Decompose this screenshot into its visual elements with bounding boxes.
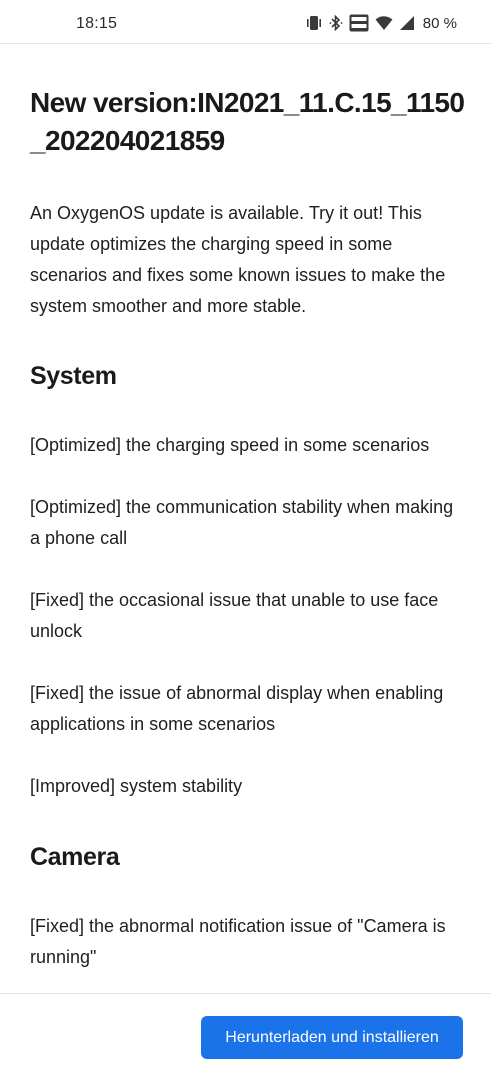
list-item: [Fixed] the abnormal notification issue of "Camera is running"	[30, 916, 446, 967]
bluetooth-icon	[329, 13, 343, 33]
list-item: [Improved] system stability	[30, 776, 243, 796]
vowifi-icon	[349, 13, 369, 33]
bottom-action-bar	[0, 993, 491, 1080]
list-item: [Fixed] the occasional issue that unable to use face unlock	[30, 590, 439, 641]
update-intro: An OxygenOS update is available. Try it out! This update optimizes the charging speed in some scenarios and fixes some known issues to make the system smoother and more stable.	[30, 203, 446, 316]
wifi-icon	[375, 13, 393, 33]
download-install-button[interactable]: Herunterladen und installieren	[201, 1016, 463, 1059]
vibrate-icon	[305, 13, 323, 33]
release-notes	[30, 84, 465, 973]
status-icons	[305, 13, 457, 33]
status-time: 18:15	[76, 15, 118, 32]
list-item: [Optimized] the charging speed in some scenarios	[30, 435, 430, 455]
version-title: New version:IN2021_11.C.15_1150_202204021859	[30, 87, 465, 156]
list-item: [Fixed] the issue of abnormal display when enabling applications in some scenarios	[30, 683, 444, 734]
list-item: [Optimized] the communication stability when making a phone call	[30, 497, 454, 548]
status-bar	[0, 0, 491, 44]
battery-percentage: 80 %	[422, 14, 457, 32]
section-heading-camera: Camera	[30, 843, 120, 871]
section-heading-system: System	[30, 362, 117, 390]
cell-signal-icon	[399, 13, 415, 33]
